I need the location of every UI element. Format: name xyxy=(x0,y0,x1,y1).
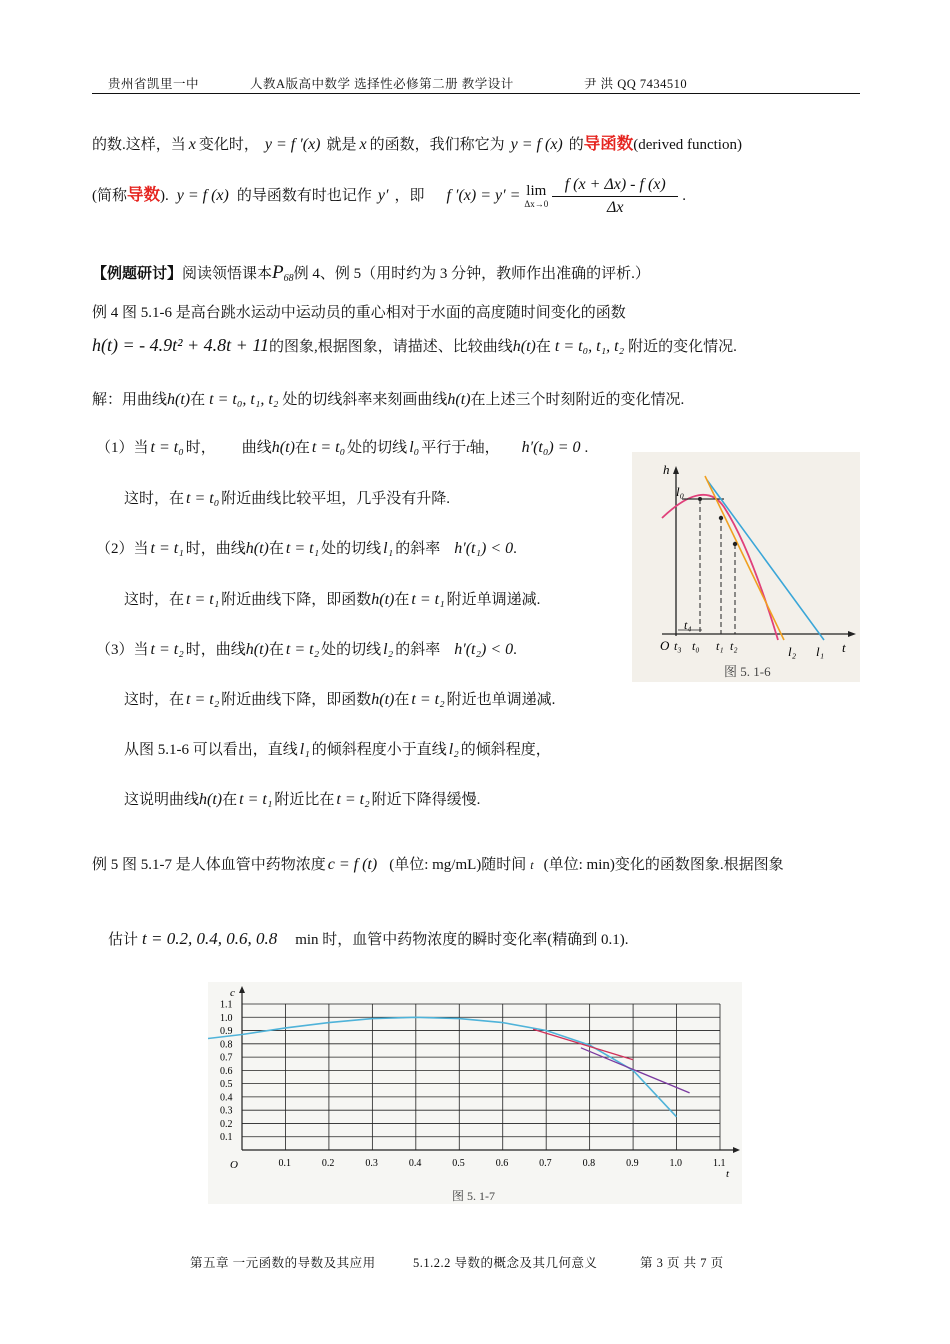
c3-g: 附近也单调递减. xyxy=(446,692,556,708)
limit-lhs: f ′(x) = y′ = xyxy=(446,186,521,204)
ex4-formula: h(t) = - 4.9t² + 4.8t + 11 xyxy=(92,335,269,355)
c2-l1: l₁ xyxy=(383,540,394,557)
sol-b: 处的切线斜率来刻画曲线 xyxy=(282,392,448,408)
intro-period: . xyxy=(682,187,686,204)
ex5-t: t xyxy=(530,858,534,872)
figure-5-1-6 xyxy=(632,452,860,682)
ex4-line-1: 例 4 图 5.1-6 是高台跳水运动中运动员的重心相对于水面的高度随时间变化的函数 xyxy=(92,305,626,321)
c3-d: 的斜率 xyxy=(395,642,441,658)
cmp-c: 的倾斜程度， xyxy=(460,742,551,758)
c1-dot: . xyxy=(584,440,589,456)
compare-1 xyxy=(124,738,551,759)
math-x: x xyxy=(188,136,196,153)
c1-b: 时， xyxy=(185,440,216,456)
c3-a: （3）当 xyxy=(96,642,149,658)
sol-ht-2: h(t) xyxy=(447,391,471,408)
fig7-ytick-label: 1.0 xyxy=(220,1012,233,1024)
c2-zai2: 在 xyxy=(394,592,410,608)
intro-line-2 xyxy=(92,176,686,217)
fig7-ytick-label: 0.5 xyxy=(220,1079,233,1091)
c1-e: 平行于 xyxy=(421,440,467,456)
sol-a: 解：用曲线 xyxy=(92,392,168,408)
example-text-a: 阅读领悟课本 xyxy=(182,266,273,282)
c2-dot: . xyxy=(513,541,517,557)
fig7-xtick-label: 0.3 xyxy=(365,1158,378,1169)
fig7-ytick-label: 0.2 xyxy=(220,1118,233,1130)
c1-a: （1）当 xyxy=(96,440,149,456)
fig7-xtick-label: 0.7 xyxy=(539,1158,552,1169)
intro-text-e: 的 xyxy=(568,137,584,153)
frac-denominator: Δx xyxy=(606,199,624,216)
ex5-b: (单位: mg/mL)随时间 xyxy=(389,857,527,873)
c1-zai: 在 xyxy=(294,440,310,456)
ex4-solution xyxy=(92,388,684,409)
c2-t1: t = t₁ xyxy=(150,540,184,557)
ex5-d: 估计 xyxy=(108,932,139,948)
c1-t0: t = t₀ xyxy=(150,439,184,456)
header-rule xyxy=(92,93,860,94)
ex4-tset: t = t₀, t₁, t₂ xyxy=(554,338,625,355)
fig6-label-t3: t₃ xyxy=(674,639,682,653)
ex5-tvals: t = 0.2, 0.4, 0.6, 0.8 xyxy=(142,929,278,948)
ex5-line-2 xyxy=(108,928,629,949)
c2-b: 时，曲线 xyxy=(185,541,246,557)
c3-h2: h′(t₂) < 0 xyxy=(454,641,514,658)
c1-h0: h′(t₀) = 0 xyxy=(521,439,581,456)
c3-ht2: h(t) xyxy=(371,691,395,708)
intro-text-g: ). xyxy=(160,187,169,204)
sol-ht: h(t) xyxy=(167,391,191,408)
header-school: 贵州省凯里一中 xyxy=(108,77,200,91)
ex4-ht: h(t) xyxy=(512,338,536,355)
intro-text-f: (简称 xyxy=(92,187,127,204)
c3-t2d: t = t₂ xyxy=(411,691,445,708)
ex5-c-expr: c = f (t) xyxy=(327,856,378,873)
fig7-ytick-label: 0.7 xyxy=(220,1052,233,1064)
lim-under: Δx→0 xyxy=(524,198,549,209)
header-book: 人教A版高中数学 选择性必修第二册 教学设计 xyxy=(250,77,514,91)
case-3-note xyxy=(124,688,555,709)
example-label: 【例题研讨】 xyxy=(92,266,183,282)
fig7-caption: 图 5. 1-7 xyxy=(452,1189,495,1203)
c3-ht: h(t) xyxy=(245,641,269,658)
cmp-d: 这说明曲线 xyxy=(124,792,200,808)
figure-5-1-7 xyxy=(208,982,742,1204)
intro-text-c: 就是 xyxy=(326,137,357,153)
c3-e: 这时，在 xyxy=(124,692,185,708)
fig6-label-l0: l₀ xyxy=(676,484,685,499)
fig6-label-l2: l₂ xyxy=(788,644,797,659)
ex4-zai: 在 xyxy=(535,339,551,355)
sol-zai: 在 xyxy=(190,392,206,408)
ex5-c: (单位: min)变化的函数图象.根据图象 xyxy=(543,857,784,873)
intro-text-h: 的导函数有时也记作 xyxy=(236,187,372,204)
compare-2 xyxy=(124,788,480,809)
fig7-xtick-label: 0.5 xyxy=(452,1158,465,1169)
intro-line-1 xyxy=(92,130,742,154)
c3-t2: t = t₂ xyxy=(150,641,184,658)
c2-h1: h′(t₁) < 0 xyxy=(454,540,514,557)
ex4-text-b: 附近的变化情况. xyxy=(628,339,737,355)
fig7-ytick-label: 0.6 xyxy=(220,1065,233,1077)
sol-c: 在上述三个时刻附近的变化情况. xyxy=(470,392,685,408)
c1-h: 附近曲线比较平坦，几乎没有升降. xyxy=(221,491,451,507)
case-3 xyxy=(96,638,517,659)
c3-zai: 在 xyxy=(268,642,284,658)
fig7-xtick-label: 0.2 xyxy=(321,1158,335,1169)
ex4-text-a: 的图象,根据图象，请描述、比较曲线 xyxy=(269,339,513,355)
fig6-label-t1: t₁ xyxy=(716,639,724,653)
c3-t2b: t = t₂ xyxy=(285,641,320,658)
fig7-origin: O xyxy=(230,1159,238,1171)
fig7-ytick-label: 0.9 xyxy=(220,1026,233,1038)
c1-t0b: t = t₀ xyxy=(311,439,346,456)
difference-quotient xyxy=(552,176,678,217)
fig6-label-l1: l₁ xyxy=(816,644,825,659)
ex5-line-1 xyxy=(92,853,784,874)
fig7-ytick-label: 0.1 xyxy=(220,1132,233,1144)
c3-c: 处的切线 xyxy=(321,642,382,658)
fig7-xtick-label: 0.1 xyxy=(278,1158,291,1169)
fig7-ytick-label: 1.1 xyxy=(220,999,233,1011)
c2-g: 附近单调递减. xyxy=(446,592,541,608)
c1-taxis: t xyxy=(466,441,470,455)
cmp-l1: l₁ xyxy=(299,741,310,758)
fig6-label-o: O xyxy=(660,638,670,653)
c1-t0c: t = t₀ xyxy=(186,490,220,507)
footer-page: 第 3 页 共 7 页 xyxy=(640,1256,724,1270)
frac-numerator: f (x + Δx) - f (x) xyxy=(552,176,678,197)
fig7-ytick-label: 0.4 xyxy=(220,1092,233,1104)
c2-t1d: t = t₁ xyxy=(411,591,445,608)
fig6-caption: 图 5. 1-6 xyxy=(724,664,771,679)
intro-text-i: ，即 xyxy=(394,187,425,204)
example-intro xyxy=(92,262,650,284)
fig7-xlabel: t xyxy=(726,1168,730,1180)
c2-e: 这时，在 xyxy=(124,592,185,608)
fig7-ytick-label: 0.8 xyxy=(220,1039,233,1051)
header-author: 尹 洪 QQ 7434510 xyxy=(584,77,688,91)
c2-ht2: h(t) xyxy=(371,591,395,608)
math-func-expr: y = f (x) xyxy=(510,136,563,153)
sol-tset: t = t₀, t₁, t₂ xyxy=(209,391,279,408)
footer-chapter: 第五章 一元函数的导数及其应用 xyxy=(190,1256,376,1270)
c1-ht: h(t) xyxy=(271,439,295,456)
fig7-xtick-label: 0.4 xyxy=(408,1158,422,1169)
derived-function-en: (derived function) xyxy=(633,137,742,153)
c3-l2: l₂ xyxy=(383,641,394,658)
case-1-note xyxy=(124,487,450,508)
case-2-note xyxy=(124,588,540,609)
case-2 xyxy=(96,537,517,558)
c2-f: 附近曲线下降，即函数 xyxy=(221,592,372,608)
derived-function-term: 导函数 xyxy=(583,134,634,153)
page-ref: $P_{68}$ xyxy=(272,262,294,284)
c1-c: 曲线 xyxy=(241,440,272,456)
c2-zai: 在 xyxy=(268,541,284,557)
footer-section: 5.1.2.2 导数的概念及其几何意义 xyxy=(413,1256,598,1270)
cmp-t1: t = t₁ xyxy=(239,791,273,808)
intro-text-d: 的函数，我们称它为 xyxy=(369,137,505,153)
fig6-label-t4: t₄ xyxy=(684,618,692,632)
cmp-t2: t = t₂ xyxy=(336,791,370,808)
c3-b: 时，曲线 xyxy=(185,642,246,658)
fig7-xtick-label: 0.9 xyxy=(626,1158,639,1169)
ex5-e: min 时，血管中药物浓度的瞬时变化率(精确到 0.1). xyxy=(295,932,629,948)
cmp-zai: 在 xyxy=(222,792,238,808)
fig7-ytick-label: 0.3 xyxy=(220,1105,233,1117)
c2-d: 的斜率 xyxy=(395,541,441,557)
c1-g: 这时，在 xyxy=(124,491,185,507)
math-yprime: y′ xyxy=(377,186,389,204)
c1-d: 处的切线 xyxy=(347,440,408,456)
fig7-xtick-label: 0.8 xyxy=(582,1158,596,1169)
case-1 xyxy=(96,436,588,457)
math-x-2: x xyxy=(359,136,367,153)
limit-operator xyxy=(524,183,548,209)
cmp-b: 的倾斜程度小于直线 xyxy=(311,742,447,758)
cmp-f: 附近下降得缓慢. xyxy=(371,792,481,808)
fig6-label-h: h xyxy=(663,462,670,477)
fig7-xtick-label: 1.1 xyxy=(713,1158,726,1169)
cmp-l2: l₂ xyxy=(448,741,459,758)
c3-t2c: t = t₂ xyxy=(186,691,220,708)
cmp-e: 附近比在 xyxy=(274,792,335,808)
c2-ht: h(t) xyxy=(245,540,269,557)
example-text-b: 例 4、例 5（用时约为 3 分钟，教师作出准确的评析.） xyxy=(293,266,650,282)
lim-word: lim xyxy=(526,183,547,200)
cmp-ht: h(t) xyxy=(199,791,223,808)
c3-zai2: 在 xyxy=(394,692,410,708)
c3-dot: . xyxy=(513,642,517,658)
cmp-a: 从图 5.1-6 可以看出，直线 xyxy=(124,742,298,758)
fig7-background xyxy=(208,982,742,1204)
fig7-xtick-label: 0.6 xyxy=(495,1158,509,1169)
math-deriv-expr: y = f ′(x) xyxy=(264,136,321,153)
fig6-label-t0: t₀ xyxy=(692,639,700,653)
ex4-line-2 xyxy=(92,335,737,356)
fig7-xtick-label: 1.0 xyxy=(669,1158,683,1169)
c1-l0: l₀ xyxy=(409,439,420,456)
ex5-a: 例 5 图 5.1-7 是人体血管中药物浓度 xyxy=(92,857,326,873)
c3-f: 附近曲线下降，即函数 xyxy=(221,692,372,708)
c1-f: 轴， xyxy=(469,440,500,456)
c2-c: 处的切线 xyxy=(321,541,382,557)
intro-text-a: 的数.这样，当 xyxy=(92,137,186,153)
fig6-label-t2: t₂ xyxy=(730,639,738,653)
c2-t1b: t = t₁ xyxy=(285,540,320,557)
math-func-expr-2: y = f (x) xyxy=(176,186,229,204)
derivative-term: 导数 xyxy=(127,184,160,204)
c2-a: （2）当 xyxy=(96,541,149,557)
intro-text-b: 变化时， xyxy=(198,137,259,153)
c2-t1c: t = t₁ xyxy=(186,591,220,608)
fig6-label-t: t xyxy=(842,640,846,655)
fig7-ylabel: c xyxy=(230,987,235,999)
